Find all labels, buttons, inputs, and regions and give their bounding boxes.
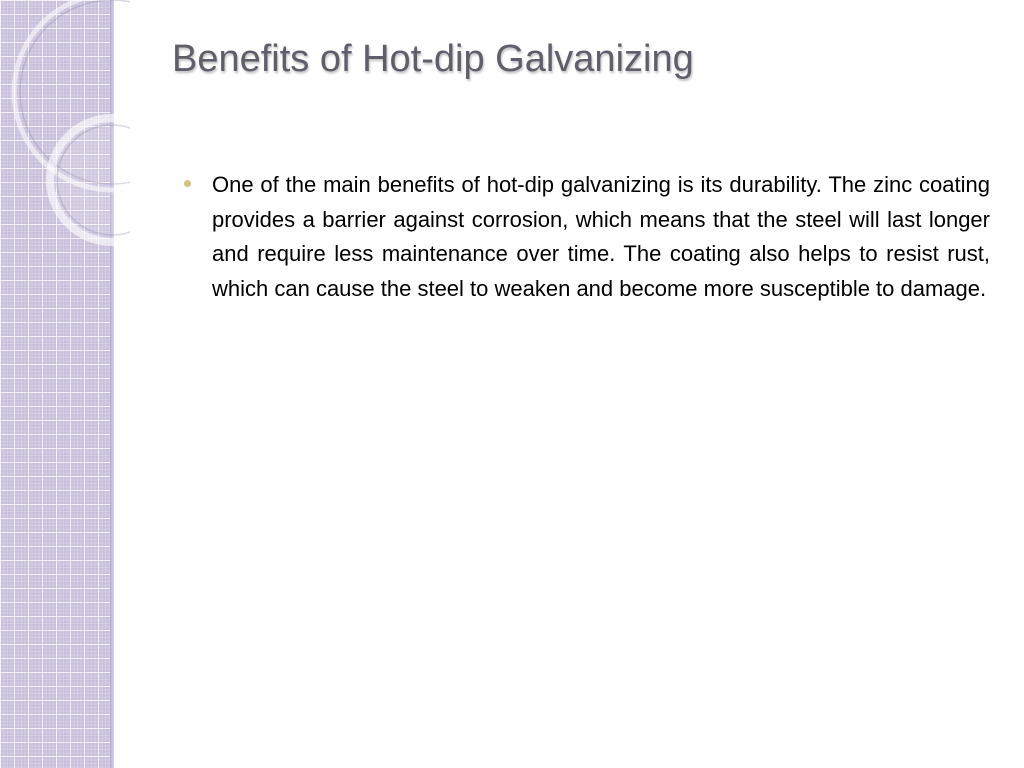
bullet-list [184, 168, 990, 306]
bullet-item [184, 168, 990, 306]
bullet-dot-icon [184, 180, 191, 187]
decorative-rings-icon [0, 0, 130, 260]
bullet-text: One of the main benefits of hot-dip galvanizing is its durability. The zinc coating provides a barrier against corrosion, which means that the steel will last longer and require less maintenance over time. The coating also helps to resist rust, which can cause the steel to weaken and become more susceptible to damage. [212, 172, 990, 301]
slide-title: Benefits of Hot-dip Galvanizing [172, 38, 694, 80]
